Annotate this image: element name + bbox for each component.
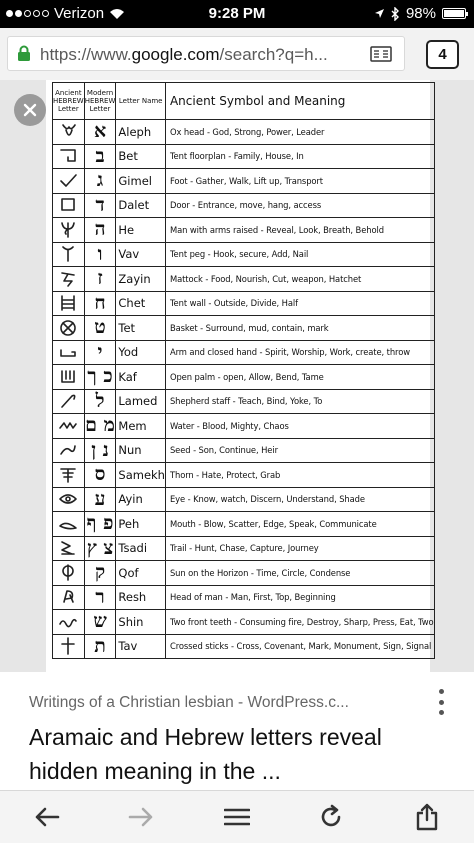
- table-row: [53, 144, 435, 169]
- letter-name-cell: Gimel: [116, 169, 166, 194]
- reload-button[interactable]: [316, 802, 346, 832]
- ancient-letter-cell: [53, 463, 85, 488]
- table-row: [53, 340, 435, 365]
- close-icon: [23, 103, 37, 117]
- letter-table: [52, 82, 435, 659]
- meaning-cell: Tent peg - Hook, secure, Add, Nail: [165, 242, 434, 267]
- ancient-letter-cell: [53, 389, 85, 414]
- modern-letter-cell: ג: [84, 169, 116, 194]
- table-row: [53, 120, 435, 145]
- letter-name-cell: Shin: [116, 610, 166, 635]
- meaning-cell: Crossed sticks - Cross, Covenant, Mark, Monument, Sign, Signal: [165, 634, 434, 659]
- ancient-letter-cell: [53, 536, 85, 561]
- status-bar: [0, 0, 474, 28]
- trail-icon: [58, 538, 78, 558]
- table-row: [53, 193, 435, 218]
- battery-percent: 98%: [405, 5, 436, 22]
- table-row: [53, 438, 435, 463]
- close-image-button[interactable]: [14, 94, 46, 126]
- table-row: [53, 389, 435, 414]
- header-ancient: Ancient HEBREW Letter: [53, 83, 85, 120]
- letter-name-cell: Tet: [116, 316, 166, 341]
- meaning-cell: Open palm - open, Allow, Bend, Tame: [165, 365, 434, 390]
- meaning-cell: Ox head - God, Strong, Power, Leader: [165, 120, 434, 145]
- meaning-cell: Mouth - Blow, Scatter, Edge, Speak, Communicate: [165, 512, 434, 537]
- table-row: [53, 512, 435, 537]
- letter-name-cell: Tsadi: [116, 536, 166, 561]
- tab-switcher-button[interactable]: 4: [426, 40, 459, 69]
- tent-peg-icon: [58, 244, 78, 264]
- letter-name-cell: Chet: [116, 291, 166, 316]
- table-row: [53, 242, 435, 267]
- meaning-cell: Two front teeth - Consuming fire, Destroy, Sharp, Press, Eat, Two: [165, 610, 434, 635]
- ancient-letter-cell: [53, 144, 85, 169]
- url-text: https://www.google.com/search?q=h...: [40, 45, 328, 64]
- meaning-cell: Tent floorplan - Family, House, In: [165, 144, 434, 169]
- modern-letter-cell: ב: [84, 144, 116, 169]
- meaning-cell: Shepherd staff - Teach, Bind, Yoke, To: [165, 389, 434, 414]
- ancient-letter-cell: [53, 120, 85, 145]
- browser-toolbar: [0, 28, 474, 80]
- ancient-letter-cell: [53, 218, 85, 243]
- table-row: [53, 414, 435, 439]
- modern-letter-cell: ע: [84, 487, 116, 512]
- ancient-letter-cell: [53, 561, 85, 586]
- ancient-letter-cell: [53, 291, 85, 316]
- meaning-cell: Thorn - Hate, Protect, Grab: [165, 463, 434, 488]
- more-options-icon[interactable]: [434, 689, 448, 715]
- share-icon: [415, 803, 439, 831]
- meaning-cell: Eye - Know, watch, Discern, Understand, Shade: [165, 487, 434, 512]
- reload-icon: [318, 804, 344, 830]
- modern-letter-cell: נ ן: [84, 438, 116, 463]
- ancient-letter-cell: [53, 585, 85, 610]
- table-row: [53, 487, 435, 512]
- table-row: [53, 585, 435, 610]
- clock: 9:28 PM: [208, 5, 266, 22]
- forward-button[interactable]: [126, 802, 156, 832]
- modern-letter-cell: פ ף: [84, 512, 116, 537]
- back-button[interactable]: [32, 802, 62, 832]
- letter-name-cell: Resh: [116, 585, 166, 610]
- letter-name-cell: Lamed: [116, 389, 166, 414]
- bottom-toolbar: [0, 790, 474, 843]
- modern-letter-cell: ש: [84, 610, 116, 635]
- ancient-letter-cell: [53, 512, 85, 537]
- meaning-cell: Trail - Hunt, Chase, Capture, Journey: [165, 536, 434, 561]
- sun-horizon-icon: [58, 563, 78, 583]
- ancient-letter-cell: [53, 340, 85, 365]
- hamburger-menu-icon: [224, 807, 250, 827]
- reader-mode-icon[interactable]: [370, 46, 392, 62]
- letter-name-cell: Mem: [116, 414, 166, 439]
- modern-letter-cell: ח: [84, 291, 116, 316]
- table-row: [53, 634, 435, 659]
- tent-wall-icon: [58, 293, 78, 313]
- modern-letter-cell: כ ך: [84, 365, 116, 390]
- arrow-right-icon: [128, 806, 154, 828]
- bluetooth-icon: [391, 7, 400, 21]
- address-bar[interactable]: [7, 36, 405, 71]
- water-icon: [58, 416, 78, 436]
- table-row: [53, 291, 435, 316]
- image-result-card[interactable]: [0, 672, 474, 790]
- meaning-cell: Arm and closed hand - Spirit, Worship, Work, create, throw: [165, 340, 434, 365]
- table-row: [53, 316, 435, 341]
- ancient-letter-cell: [53, 267, 85, 292]
- tent-floorplan-icon: [58, 146, 78, 166]
- seed-icon: [58, 440, 78, 460]
- thorn-icon: [58, 465, 78, 485]
- ancient-letter-cell: [53, 610, 85, 635]
- meaning-cell: Water - Blood, Mighty, Chaos: [165, 414, 434, 439]
- modern-letter-cell: ט: [84, 316, 116, 341]
- ancient-letter-cell: [53, 365, 85, 390]
- table-row: [53, 463, 435, 488]
- letter-name-cell: Aleph: [116, 120, 166, 145]
- teeth-icon: [58, 612, 78, 632]
- modern-letter-cell: צ ץ: [84, 536, 116, 561]
- letter-name-cell: He: [116, 218, 166, 243]
- letter-name-cell: Samekh: [116, 463, 166, 488]
- modern-letter-cell: א: [84, 120, 116, 145]
- table-header-row: [53, 83, 435, 120]
- share-button[interactable]: [412, 802, 442, 832]
- modern-letter-cell: י: [84, 340, 116, 365]
- meaning-cell: Mattock - Food, Nourish, Cut, weapon, Hatchet: [165, 267, 434, 292]
- result-title[interactable]: Aramaic and Hebrew letters reveal hidden meaning in the ...: [29, 724, 382, 784]
- menu-button[interactable]: [222, 802, 252, 832]
- ancient-letter-cell: [53, 487, 85, 512]
- table-row: [53, 267, 435, 292]
- battery-icon: [442, 8, 466, 19]
- header-meaning: Ancient Symbol and Meaning: [165, 83, 434, 120]
- modern-letter-cell: ל: [84, 389, 116, 414]
- hebrew-letter-chart-image[interactable]: [46, 80, 434, 672]
- ox-head-icon: [58, 122, 78, 142]
- meaning-cell: Tent wall - Outside, Divide, Half: [165, 291, 434, 316]
- basket-icon: [58, 318, 78, 338]
- image-viewer: [0, 80, 474, 672]
- arrow-left-icon: [34, 806, 60, 828]
- crossed-sticks-icon: [58, 636, 78, 656]
- ancient-letter-cell: [53, 414, 85, 439]
- modern-letter-cell: ה: [84, 218, 116, 243]
- modern-letter-cell: מ ם: [85, 414, 115, 437]
- table-row: [53, 610, 435, 635]
- ancient-letter-cell: [53, 634, 85, 659]
- modern-letter-cell: ר: [84, 585, 116, 610]
- letter-name-cell: Tav: [116, 634, 166, 659]
- modern-letter-cell: ת: [84, 634, 116, 659]
- location-arrow-icon: [374, 8, 385, 19]
- meaning-cell: Man with arms raised - Reveal, Look, Breath, Behold: [165, 218, 434, 243]
- modern-letter-cell: ק: [84, 561, 116, 586]
- ancient-letter-cell: [53, 438, 85, 463]
- meaning-cell: Foot - Gather, Walk, Lift up, Transport: [165, 169, 434, 194]
- shepherd-staff-icon: [58, 391, 78, 411]
- letter-name-cell: Peh: [116, 512, 166, 537]
- result-source[interactable]: Writings of a Christian lesbian - WordPress.c...: [29, 694, 349, 711]
- ancient-letter-cell: [53, 242, 85, 267]
- ancient-letter-cell: [53, 193, 85, 218]
- meaning-cell: Head of man - Man, First, Top, Beginning: [165, 585, 434, 610]
- header-modern: Modern HEBREW Letter: [84, 83, 116, 120]
- modern-letter-cell: ז: [84, 267, 116, 292]
- table-row: [53, 218, 435, 243]
- eye-icon: [58, 489, 78, 509]
- letter-name-cell: Nun: [116, 438, 166, 463]
- table-row: [53, 561, 435, 586]
- man-arms-raised-icon: [58, 220, 78, 240]
- letter-name-cell: Bet: [116, 144, 166, 169]
- letter-name-cell: Kaf: [116, 365, 166, 390]
- modern-letter-cell: ו: [84, 242, 116, 267]
- letter-name-cell: Vav: [116, 242, 166, 267]
- open-palm-icon: [58, 367, 78, 387]
- modern-letter-cell: ס: [84, 463, 116, 488]
- mattock-icon: [58, 269, 78, 289]
- ancient-letter-cell: [53, 169, 85, 194]
- meaning-cell: Seed - Son, Continue, Heir: [165, 438, 434, 463]
- foot-icon: [58, 171, 78, 191]
- door-icon: [58, 195, 78, 215]
- table-row: [53, 536, 435, 561]
- table-row: [53, 365, 435, 390]
- arm-hand-icon: [58, 342, 78, 362]
- ancient-letter-cell: [53, 316, 85, 341]
- letter-name-cell: Yod: [116, 340, 166, 365]
- head-icon: [58, 587, 78, 607]
- letter-name-cell: Qof: [116, 561, 166, 586]
- letter-name-cell: Dalet: [116, 193, 166, 218]
- letter-name-cell: Zayin: [116, 267, 166, 292]
- carrier-label: Verizon: [54, 5, 105, 22]
- header-name: Letter Name: [116, 83, 166, 120]
- lock-icon: [17, 45, 31, 62]
- meaning-cell: Basket - Surround, mud, contain, mark: [165, 316, 434, 341]
- table-row: [53, 169, 435, 194]
- meaning-cell: Sun on the Horizon - Time, Circle, Condense: [165, 561, 434, 586]
- mouth-icon: [58, 514, 78, 534]
- modern-letter-cell: ד: [84, 193, 116, 218]
- meaning-cell: Door - Entrance, move, hang, access: [165, 193, 434, 218]
- letter-name-cell: Ayin: [116, 487, 166, 512]
